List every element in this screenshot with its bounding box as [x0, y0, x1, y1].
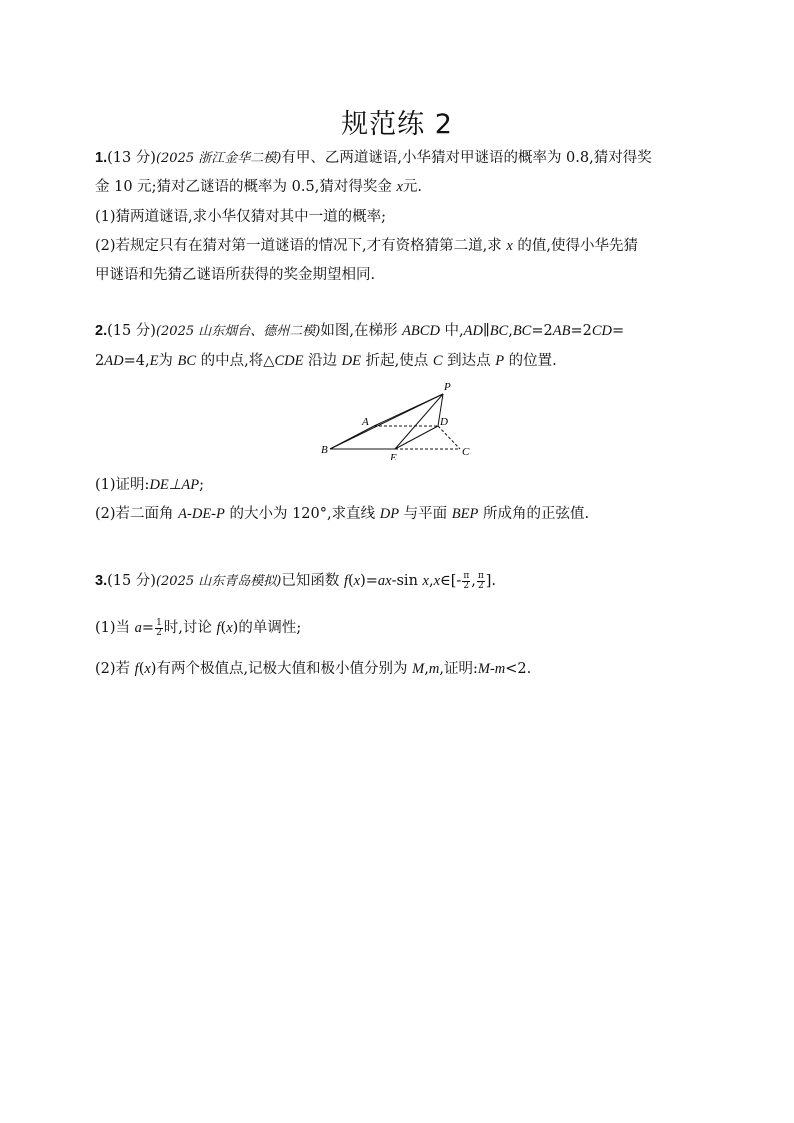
page-title: 规范练 2 [341, 109, 453, 140]
problem-text: 为 [158, 353, 178, 369]
problem-text: =2 [531, 323, 553, 339]
fraction-numerator: 1 [156, 617, 162, 628]
math-expression: A-DE-P [178, 506, 225, 522]
problem-source: (2025 山东烟台、德州二模) [155, 324, 321, 339]
question-text: )有两个极值点,记极大值和极小值分别为 [150, 661, 413, 677]
problem-score: (13 分) [107, 150, 156, 166]
question-text: 与平面 [399, 506, 452, 522]
question-text: (2)若规定只有在猜对第一道谜语的情况下,才有资格猜第二道,求 [95, 238, 507, 254]
label-B: B [321, 444, 328, 456]
problem-text: 到达点 [442, 353, 496, 369]
problem-text: 的中点,将△ [196, 353, 275, 369]
math-variable: P [495, 353, 505, 369]
problem-text: 元. [402, 179, 422, 195]
problem-number: 3. [95, 573, 108, 589]
math-variable: f [216, 620, 221, 636]
segment-DC-dashed [438, 426, 460, 449]
question-text: (2)若二面角 [95, 506, 179, 522]
math-variable: x [506, 238, 513, 254]
math-expression: DE⊥AP [149, 477, 200, 493]
math-variable: BEP [451, 506, 479, 522]
problem-text: 中, [439, 323, 464, 339]
problem-text: ∈[- [440, 573, 462, 589]
problem-text: 如图,在梯形 [320, 323, 403, 339]
math-variable: a [377, 573, 386, 589]
problem-number: 1. [95, 150, 108, 166]
problem-3-question-2 [95, 659, 531, 679]
problem-3-question-1 [95, 618, 301, 638]
fraction-pi-over-2 [462, 572, 470, 591]
problem-number: 2. [95, 323, 108, 339]
fraction-pi-over-2 [477, 572, 485, 591]
math-variable: DP [379, 506, 400, 522]
problem-1-line-2 [95, 177, 422, 197]
problem-text: ( [347, 573, 354, 589]
question-text: 时,讨论 [163, 620, 217, 636]
fraction-denominator: 2 [477, 580, 484, 591]
fraction-denominator: 2 [463, 580, 470, 591]
problem-text: 2 [95, 353, 105, 369]
problem-source: (2025 浙江金华二模) [155, 151, 282, 166]
math-expression: M-m [477, 661, 506, 677]
problem-1-line-1 [95, 148, 652, 169]
label-C: C [462, 446, 470, 458]
question-text: )的单调性; [232, 620, 302, 636]
problem-text: ]. [485, 573, 497, 589]
question-text: (2)若 [95, 661, 135, 677]
fraction-one-half [155, 619, 163, 638]
problem-text: 已知函数 [281, 573, 344, 589]
math-variable: AD [463, 323, 483, 339]
math-variable: x [422, 573, 429, 589]
fraction-numerator: π [463, 570, 470, 581]
problem-text: 金 10 元;猜对乙谜语的概率为 0.5,猜对得奖金 [95, 179, 397, 195]
problem-2-question-2 [95, 504, 589, 524]
question-text: 的值,使得小华先猜 [512, 238, 639, 254]
segment-EP [395, 394, 443, 449]
problem-1-question-2 [95, 236, 638, 256]
problem-text: =4, [123, 353, 150, 369]
problem-text: , [508, 323, 513, 339]
problem-1-question-2-cont [95, 265, 375, 285]
math-variable: C [432, 353, 443, 369]
math-variable: f [134, 661, 139, 677]
question-text: ( [220, 620, 227, 636]
question-text: ; [199, 477, 205, 493]
question-text: 的大小为 120°,求直线 [224, 506, 380, 522]
problem-text: , [471, 573, 476, 589]
problem-2-question-1 [95, 475, 204, 495]
question-text: (1)证明: [95, 477, 150, 493]
question-text: ( [138, 661, 145, 677]
geometry-figure [316, 378, 476, 460]
question-text: (1)当 [95, 620, 135, 636]
fraction-denominator: 2 [156, 627, 162, 638]
math-variable: CDE [274, 353, 304, 369]
math-variable: x [396, 179, 403, 195]
math-variable: m [428, 661, 440, 677]
fraction-numerator: π [477, 570, 484, 581]
math-variable: x [433, 573, 441, 589]
math-variable: E [149, 353, 159, 369]
math-variable: DE [341, 353, 361, 369]
segment-DE [395, 426, 438, 449]
question-text: ,证明: [439, 661, 478, 677]
problem-text: , [428, 573, 434, 589]
problem-text: = [611, 323, 625, 339]
math-variable: x [385, 573, 392, 589]
problem-text: 折起,使点 [361, 353, 433, 369]
problem-text: )= [360, 573, 378, 589]
problem-text: 的位置. [504, 353, 557, 369]
math-variable: a [134, 620, 142, 636]
math-variable: BC [177, 353, 197, 369]
math-variable: M [412, 661, 425, 677]
problem-1-question-1 [95, 207, 386, 227]
problem-score: (15 分) [107, 573, 156, 589]
segment-AP [374, 394, 443, 426]
math-variable: f [343, 573, 348, 589]
math-variable: x [353, 573, 361, 589]
math-variable: AB [552, 323, 571, 339]
problem-3-line-1 [95, 571, 496, 592]
math-variable: x [144, 661, 151, 677]
problem-text: =2 [570, 323, 592, 339]
question-text: , [424, 661, 429, 677]
question-text: (1)猜两道谜语,求小华仅猜对其中一道的概率; [95, 209, 387, 225]
problem-source: (2025 山东青岛模拟) [155, 574, 282, 589]
question-text: <2. [505, 661, 532, 677]
question-text: 所成角的正弦值. [478, 506, 590, 522]
problem-score: (15 分) [107, 323, 156, 339]
math-variable: BC [489, 323, 509, 339]
problem-text: 有甲、乙两道谜语,小华猜对甲谜语的概率为 0.8,猜对得奖 [281, 150, 652, 166]
math-symbol: ∥ [482, 323, 490, 339]
math-variable: BC [512, 323, 532, 339]
problem-text: 沿边 [303, 353, 342, 369]
problem-2-line-1 [95, 321, 624, 342]
label-E: E [390, 452, 397, 460]
label-D: D [440, 416, 448, 428]
problem-text: -sin [391, 573, 423, 589]
problem-2-line-2 [95, 351, 557, 371]
label-A: A [362, 416, 369, 428]
math-variable: x [226, 620, 233, 636]
question-text: 甲谜语和先猜乙谜语所获得的奖金期望相同. [95, 267, 376, 283]
question-text: = [141, 620, 155, 636]
label-P: P [444, 381, 451, 393]
math-variable: ABCD [402, 323, 440, 339]
math-variable: CD [591, 323, 612, 339]
math-variable: AD [104, 353, 124, 369]
